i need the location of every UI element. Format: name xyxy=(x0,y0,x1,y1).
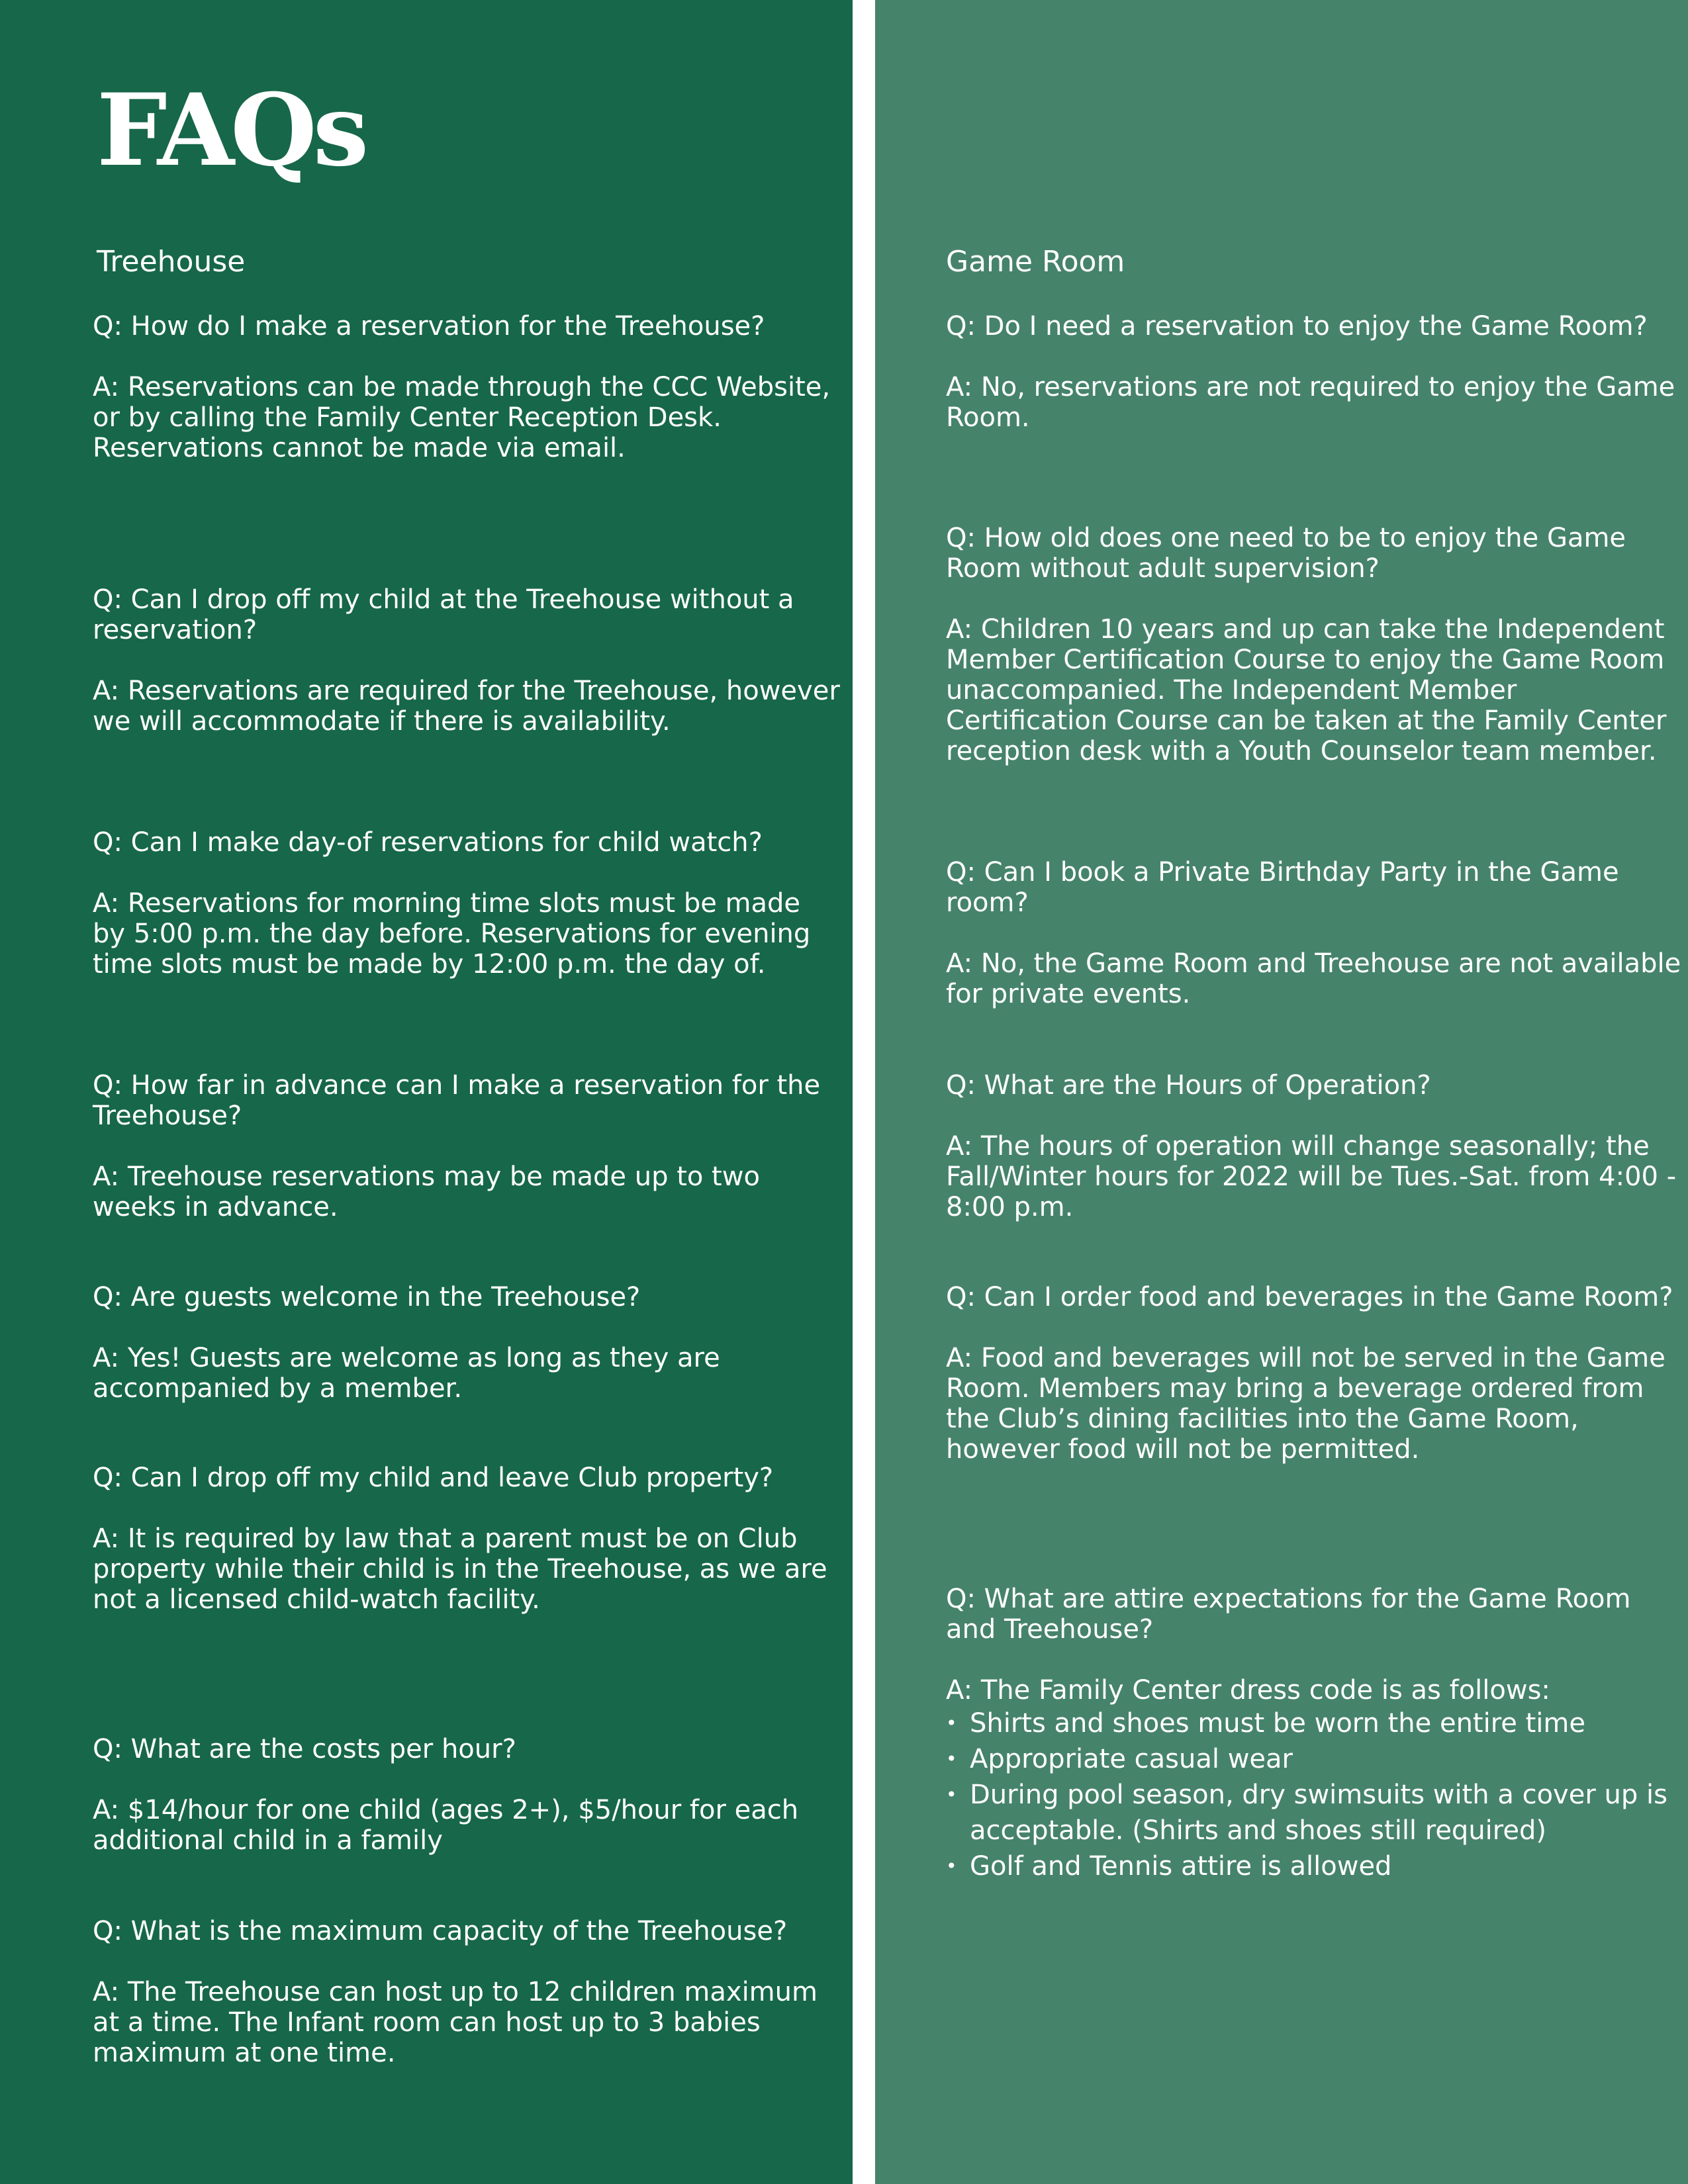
faq-question: Q: How old does one need to be to enjoy the Game Room without adult supervision? xyxy=(946,523,1626,584)
faq-item xyxy=(946,1070,1684,1222)
page-title: FAQs xyxy=(97,72,365,189)
faq-answer: A: $14/hour for one child (ages 2+), $5/hour for each additional child in a family xyxy=(93,1795,799,1856)
faq-question: Q: Can I book a Private Birthday Party in the Game room? xyxy=(946,857,1619,918)
faq-item xyxy=(946,1282,1684,1465)
faq-question: Q: Are guests welcome in the Treehouse? xyxy=(93,1282,641,1312)
faq-item xyxy=(93,827,841,979)
faq-question: Q: Can I make day-of reservations for child watch? xyxy=(93,827,763,858)
list-item-text: Appropriate casual wear xyxy=(970,1744,1293,1774)
game-room-heading: Game Room xyxy=(946,245,1125,279)
bullet-icon: • xyxy=(946,1855,957,1877)
list-item xyxy=(946,1706,1684,1741)
faq-answer: A: Reservations are required for the Treehouse, however we will accommodate if there is availability. xyxy=(93,676,840,737)
list-item-text: During pool season, dry swimsuits with a cover up is acceptable. (Shirts and shoes still required) xyxy=(970,1780,1667,1846)
faq-question: Q: Can I drop off my child at the Treehouse without a reservation? xyxy=(93,584,794,645)
list-item xyxy=(946,1741,1684,1777)
faq-answer: A: Treehouse reservations may be made up to two weeks in advance. xyxy=(93,1161,760,1222)
faq-question: Q: What are the costs per hour? xyxy=(93,1734,516,1764)
faq-question: Q: What is the maximum capacity of the Treehouse? xyxy=(93,1916,788,1946)
faq-item xyxy=(93,311,841,463)
faq-answer: A: Food and beverages will not be served in the Game Room. Members may bring a beverage ordered from the Club’s dining facilities into the Game Room, however food will not be permitted. xyxy=(946,1343,1665,1465)
dress-code-list xyxy=(946,1706,1684,1884)
faq-answer: A: It is required by law that a parent must be on Club property while their child is in the Treehouse, as we are not a licensed child-watch facility. xyxy=(93,1524,827,1615)
faq-question: Q: What are attire expectations for the Game Room and Treehouse? xyxy=(946,1584,1631,1645)
faq-item xyxy=(93,584,841,737)
faq-question: Q: How far in advance can I make a reservation for the Treehouse? xyxy=(93,1070,821,1131)
faq-answer: A: Yes! Guests are welcome as long as they are accompanied by a member. xyxy=(93,1343,720,1404)
faq-item xyxy=(93,1463,841,1615)
faq-question: Q: How do I make a reservation for the Treehouse? xyxy=(93,311,765,341)
faq-answer: A: Reservations can be made through the CCC Website, or by calling the Family Center Reception Desk. Reservations cannot be made via email. xyxy=(93,372,831,463)
list-item xyxy=(946,1848,1684,1884)
treehouse-heading: Treehouse xyxy=(97,245,246,279)
faq-item xyxy=(946,311,1684,433)
faq-question: Q: Can I order food and beverages in the Game Room? xyxy=(946,1282,1673,1312)
faq-answer: A: The hours of operation will change seasonally; the Fall/Winter hours for 2022 will be Tues.-Sat. from 4:00 - 8:00 p.m. xyxy=(946,1131,1677,1222)
game-room-column xyxy=(875,0,1688,2184)
bullet-icon: • xyxy=(946,1748,957,1770)
faq-answer: A: The Family Center dress code is as follows: xyxy=(946,1675,1550,1706)
faq-question: Q: Can I drop off my child and leave Club property? xyxy=(93,1463,774,1493)
bullet-icon: • xyxy=(946,1784,957,1805)
faq-answer: A: The Treehouse can host up to 12 children maximum at a time. The Infant room can host up to 3 babies maximum at one time. xyxy=(93,1977,818,2068)
list-item xyxy=(946,1777,1684,1848)
bullet-icon: • xyxy=(946,1712,957,1734)
faq-item xyxy=(93,1282,841,1404)
faq-question: Q: Do I need a reservation to enjoy the Game Room? xyxy=(946,311,1648,341)
faq-answer: A: No, reservations are not required to enjoy the Game Room. xyxy=(946,372,1675,433)
faq-item xyxy=(93,1734,841,1856)
faq-item xyxy=(946,1584,1684,1884)
faq-item xyxy=(93,1070,841,1222)
list-item-text: Golf and Tennis attire is allowed xyxy=(970,1851,1392,1882)
faq-answer: A: Reservations for morning time slots must be made by 5:00 p.m. the day before. Reservations for evening time slots must be made by 12:00 p.m. the day of. xyxy=(93,888,811,979)
faq-answer: A: No, the Game Room and Treehouse are not available for private events. xyxy=(946,948,1681,1009)
faq-item xyxy=(93,1916,841,2068)
faq-question: Q: What are the Hours of Operation? xyxy=(946,1070,1431,1101)
faq-answer: A: Children 10 years and up can take the Independent Member Certification Course to enjoy the Game Room unaccompanied. The Independent Member Certification Course can be taken at the Family Center reception desk with a Youth Counselor team member. xyxy=(946,614,1667,766)
faq-item xyxy=(946,857,1684,1009)
list-item-text: Shirts and shoes must be worn the entire time xyxy=(970,1708,1585,1739)
faq-item xyxy=(946,523,1684,766)
